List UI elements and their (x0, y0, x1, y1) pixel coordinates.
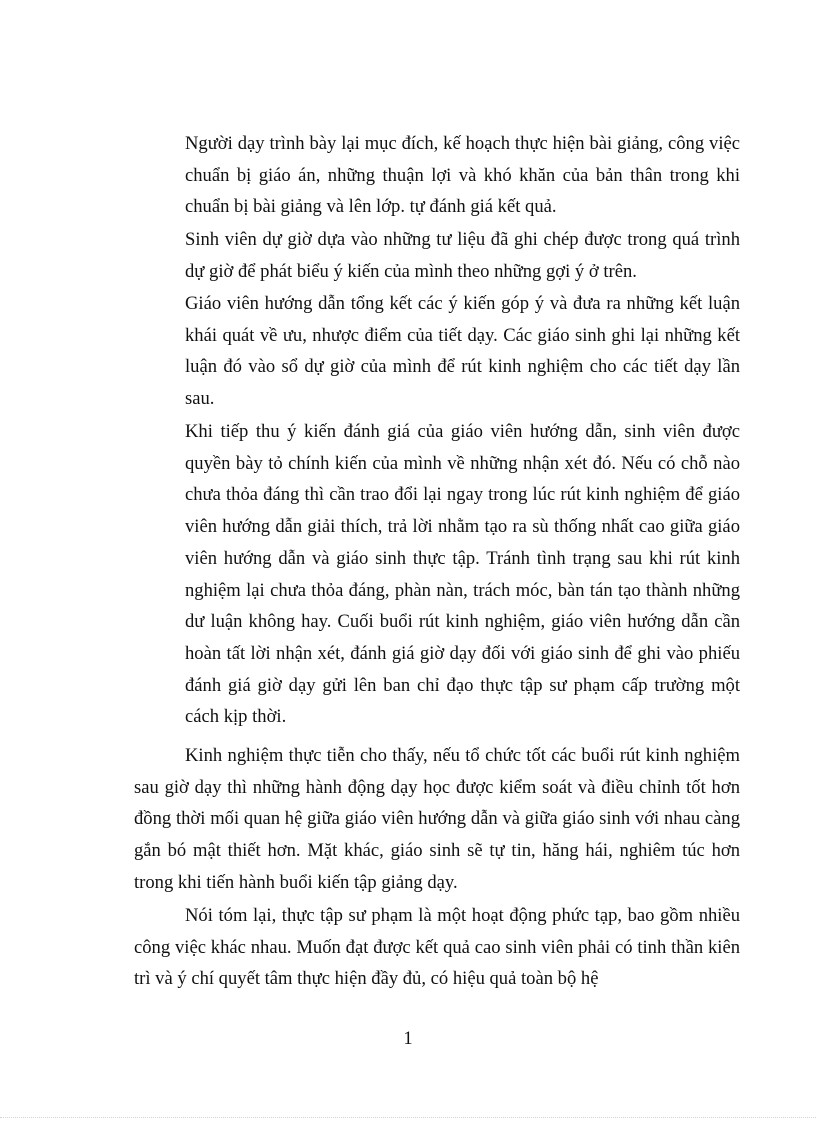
paragraph-conclusion: Nói tóm lại, thực tập sư phạm là một hoạt động phức tạp, bao gồm nhiều công việc khác nhau. Muốn đạt được kết quả cao sinh viên phải có tinh thần kiên trì và ý chí quyết tâm thực hiện đầy đủ, có hiệu quả toàn bộ hệ (134, 905, 740, 990)
page-number: 1 (403, 1028, 413, 1049)
page-bottom-divider (0, 1117, 816, 1118)
paragraph-practical-experience: Kinh nghiệm thực tiễn cho thấy, nếu tổ chức tốt các buổi rút kinh nghiệm sau giờ dạy thì những hành động dạy học được kiểm soát và điều chỉnh tốt hơn đồng thời mối quan hệ giữa giáo viên hướng dẫn và giữa giáo sinh với nhau càng gắn bó mật thiết hơn. Mặt khác, giáo sinh sẽ tự tin, hăng hái, nghiêm túc hơn trong khi tiến hành buổi kiến tập giảng dạy. (134, 745, 740, 893)
paragraph-instructor-summary: Giáo viên hướng dẫn tổng kết các ý kiến góp ý và đưa ra những kết luận khái quát về ưu, nhược điểm của tiết dạy. Các giáo sinh ghi lại những kết luận đó vào sổ dự giờ của mình để rút kinh nghiệm cho các tiết dạy lần sau. (185, 293, 740, 410)
paragraph-receiving-feedback: Khi tiếp thu ý kiến đánh giá của giáo viên hướng dẫn, sinh viên được quyền bày tỏ chính kiến của mình về những nhận xét đó. Nếu có chỗ nào chưa thỏa đáng thì cần trao đổi lại ngay trong lúc rút kinh nghiệm để giáo viên hướng dẫn giải thích, trả lời nhằm tạo ra sù thống nhất cao giữa giáo viên hướng dẫn và giáo sinh thực tập. Tránh tình trạng sau khi rút kinh nghiệm lại chưa thỏa đáng, phàn nàn, trách móc, bàn tán tạo thành những dư luận không hay. Cuối buổi rút kinh nghiệm, giáo viên hướng dẫn cần hoàn tất lời nhận xét, đánh giá giờ dạy đối với giáo sinh để ghi vào phiếu đánh giá giờ dạy gửi lên ban chỉ đạo thực tập sư phạm cấp trường một cách kịp thời. (185, 421, 740, 728)
paragraph-lesson-presentation: Người dạy trình bày lại mục đích, kế hoạch thực hiện bài giảng, công việc chuẩn bị giáo án, những thuận lợi và khó khăn của bản thân trong khi chuẩn bị bài giảng và lên lớp. tự đánh giá kết quả. (185, 133, 740, 218)
paragraph-student-feedback: Sinh viên dự giờ dựa vào những tư liệu đã ghi chép được trong quá trình dự giờ để phát biểu ý kiến của mình theo những gợi ý ở trên. (185, 229, 740, 282)
